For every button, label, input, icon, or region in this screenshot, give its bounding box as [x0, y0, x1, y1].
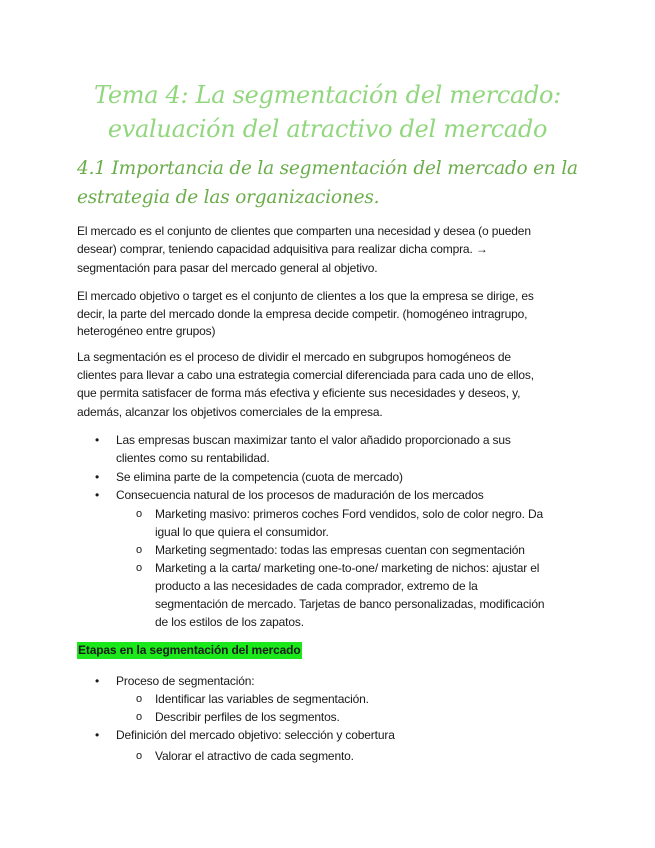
paragraph-3-line: que permita satisfacer de forma más efectiva y eficiente sus necesidades y deseos, y,	[77, 386, 521, 400]
document-title-line-1: Tema 4: La segmentación del mercado:	[94, 81, 561, 109]
sub-list-item: producto a las necesidades de cada comprador, extremo de la	[155, 579, 478, 593]
paragraph-3-line: además, alcanzar los objetivos comerciales de la empresa.	[77, 405, 383, 419]
sub-list-item: Valorar el atractivo de cada segmento.	[155, 749, 354, 763]
paragraph-3-line: La segmentación es el proceso de dividir el mercado en subgrupos homogéneos de	[77, 350, 511, 364]
sub-list-item: Identificar las variables de segmentación.	[155, 692, 369, 706]
sub-bullet-icon: o	[136, 544, 143, 556]
sub-list-item: Describir perfiles de los segmentos.	[155, 710, 340, 724]
sub-list-item: segmentación de mercado. Tarjetas de banco personalizadas, modificación	[155, 597, 545, 611]
paragraph-1-line: segmentación para pasar del mercado general al objetivo.	[77, 261, 378, 275]
sub-bullet-icon: o	[136, 562, 143, 574]
list-item: clientes como su rentabilidad.	[116, 451, 270, 465]
sub-bullet-icon: o	[136, 693, 143, 705]
bullet-icon: •	[95, 433, 100, 447]
paragraph-1-line: El mercado es el conjunto de clientes que comparten una necesidad y desea (o pueden	[77, 224, 531, 238]
section-heading-line-1: 4.1 Importancia de la segmentación del mercado en la	[77, 158, 578, 179]
sub-list-item: Marketing segmentado: todas las empresas cuentan con segmentación	[155, 543, 525, 557]
paragraph-2-line: decir, la parte del mercado donde la empresa decide competir. (homogéneo intragrupo,	[77, 307, 528, 321]
sub-list-item: igual lo que quiera el consumidor.	[155, 525, 329, 539]
section-heading-line-2: estrategia de las organizaciones.	[77, 187, 380, 208]
list-item: Se elimina parte de la competencia (cuota de mercado)	[116, 470, 403, 484]
sub-list-item: de los estilos de los zapatos.	[155, 615, 304, 629]
highlighted-heading: Etapas en la segmentación del mercado	[78, 643, 301, 657]
bullet-icon: •	[95, 488, 100, 502]
sub-bullet-icon: o	[136, 711, 143, 723]
document-title-line-2: evaluación del atractivo del mercado	[107, 115, 548, 143]
list-item: Consecuencia natural de los procesos de maduración de los mercados	[116, 488, 484, 502]
bullet-icon: •	[95, 674, 100, 688]
list-item: Definición del mercado objetivo: selección y cobertura	[116, 728, 395, 742]
paragraph-2-line: heterogéneo entre grupos)	[77, 324, 216, 338]
paragraph-2-line: El mercado objetivo o target es el conjunto de clientes a los que la empresa se dirige, es	[77, 289, 534, 303]
bullet-icon: •	[95, 470, 100, 484]
sub-list-item: Marketing a la carta/ marketing one-to-one/ marketing de nichos: ajustar el	[155, 561, 540, 575]
bullet-icon: •	[95, 728, 100, 742]
sub-list-item: Marketing masivo: primeros coches Ford vendidos, solo de color negro. Da	[155, 507, 544, 521]
paragraph-1-line: desear) comprar, teniendo capacidad adquisitiva para realizar dicha compra. →	[77, 242, 488, 256]
sub-bullet-icon: o	[136, 508, 143, 520]
sub-bullet-icon: o	[136, 750, 143, 762]
paragraph-3-line: clientes para llevar a cabo una estrategia comercial diferenciada para cada uno de ellos,	[77, 368, 534, 382]
list-item: Las empresas buscan maximizar tanto el valor añadido proporcionado a sus	[116, 433, 511, 447]
list-item: Proceso de segmentación:	[116, 674, 255, 688]
